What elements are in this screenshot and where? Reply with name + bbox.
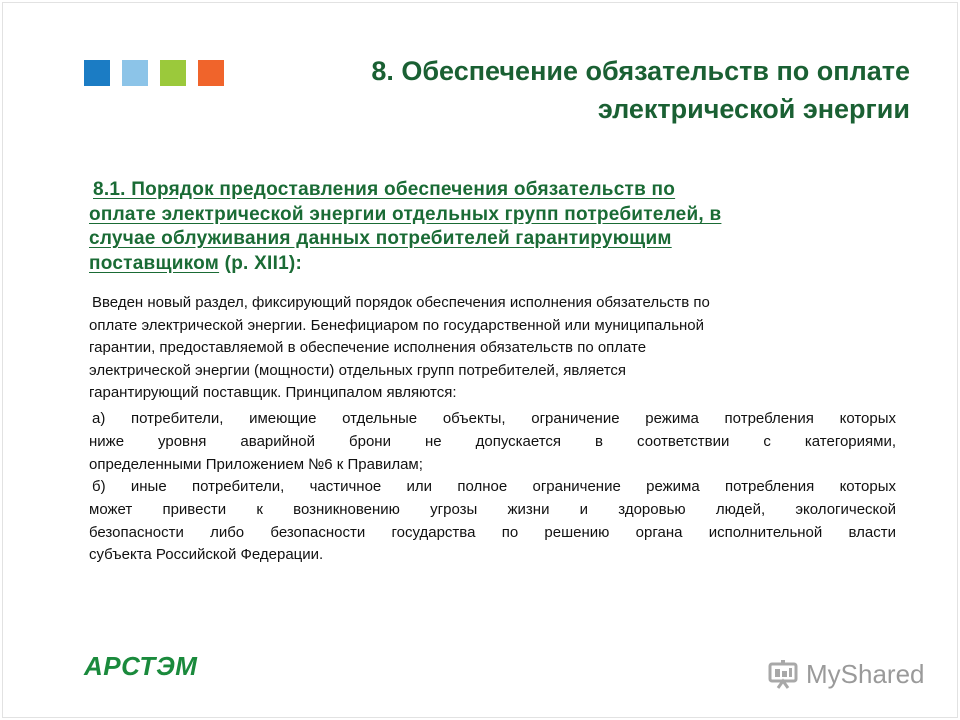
arstem-logo: АРСТЭМ — [84, 651, 198, 681]
intro-line2: оплате электрической энергии. Бенефициаром по государственной или муниципальной — [89, 316, 705, 334]
intro-line3: гарантии, предоставляемой в обеспечение исполнения обязательств по оплате — [89, 339, 647, 356]
item-a-line3: определенными Приложением №6 к Правилам; — [89, 455, 423, 473]
section-heading — [89, 178, 889, 276]
decor-square-lightblue — [122, 60, 148, 86]
myshared-logo[interactable] — [768, 658, 925, 690]
section-heading-line2: оплате электрической энергии отдельных групп потребителей, в — [89, 203, 722, 225]
presentation-icon — [768, 659, 800, 689]
list-item-b — [89, 476, 896, 567]
slide-title-line1: 8. Обеспечение обязательств по оплате — [371, 56, 910, 86]
intro-line4: электрической энергии (мощности) отдельных групп потребителей, является — [89, 361, 627, 379]
section-heading-line3: случае облуживания данных потребителей гарантирующим — [89, 228, 672, 249]
decor-square-blue — [84, 60, 110, 86]
section-heading-line1: 8.1. Порядок предоставления обеспечения обязательств по — [93, 179, 676, 200]
decor-squares — [84, 60, 224, 86]
myshared-logo-shared: Shared — [840, 659, 925, 689]
intro-paragraph — [89, 292, 849, 405]
item-b-line1: б) иные потребители, частичное или полное ограничение режима потребления которых — [92, 478, 896, 495]
item-b-line4: субъекта Российской Федерации. — [89, 546, 324, 564]
decor-square-green — [160, 60, 186, 86]
item-b-line2: может привести к возникновению угрозы жизни и здоровью людей, экологической — [89, 500, 896, 518]
intro-line1: Введен новый раздел, фиксирующий порядок обеспечения исполнения обязательств по — [92, 294, 710, 311]
slide-title — [210, 52, 910, 128]
item-a-line2: ниже уровня аварийной брони не допускается в соответствии с категориями, — [89, 432, 896, 450]
list-item-a — [89, 408, 896, 476]
myshared-logo-my: My — [806, 659, 841, 689]
intro-line5: гарантирующий поставщик. Принципалом являются: — [89, 384, 457, 401]
section-heading-link[interactable]: поставщиком — [89, 252, 220, 274]
slide-title-line2: электрической энергии — [597, 94, 910, 124]
section-heading-ref: (р. XII1): — [219, 252, 303, 274]
item-a-line1: а) потребители, имеющие отдельные объекты, ограничение режима потребления которых — [92, 410, 896, 427]
item-b-line3: безопасности либо безопасности государства по решению органа исполнительной власти — [89, 523, 896, 541]
